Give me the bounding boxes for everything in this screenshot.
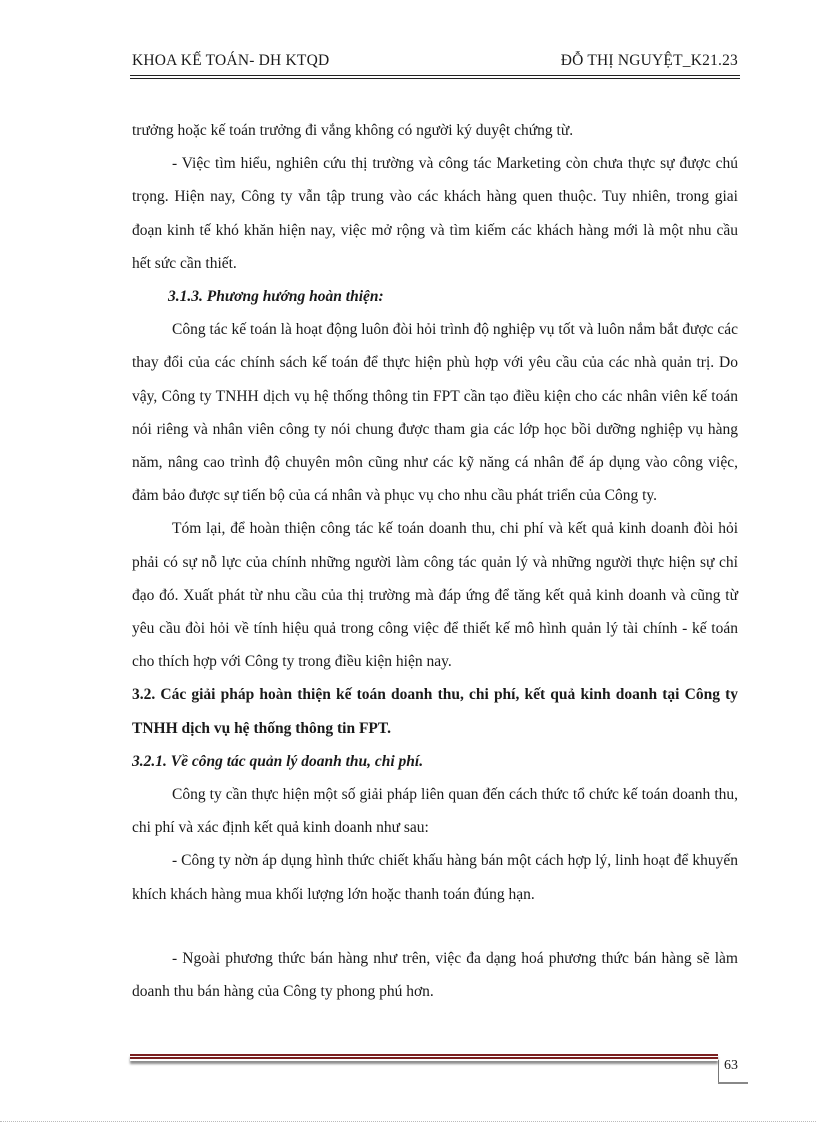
heading-3-1-3: 3.1.3. Phương hướng hoàn thiện: [168,288,384,306]
paragraph-continuation: trưởng hoặc kế toán trưởng đi vắng không có người ký duyệt chứng từ. [132,122,574,139]
footer-shadow [718,1082,748,1084]
document-body [132,114,738,1008]
paragraph-training: Công tác kế toán là hoạt động luôn đòi hỏi trình độ nghiệp vụ tốt và luôn nắm bắt được các thay đổi của các chính sách kế toán để thực hiện phù hợp với yêu cầu của các nhà quản trị. Do vậy, Công ty TNHH dịch vụ hệ thống thông tin FPT cần tạo điều kiện cho các nhân viên kế toán nói riêng và nhân viên công ty nói chung được tham gia các lớp học bồi dưỡng nghiệp vụ hàng năm, nâng cao trình độ chuyên môn cũng như các kỹ năng cá nhân để áp dụng vào công việc, đảm bảo được sự tiến bộ của cá nhân và phục vụ cho nhu cầu phát triển của Công ty. [132,321,738,505]
heading-3-2: 3.2. Các giải pháp hoàn thiện kế toán doanh thu, chi phí, kết quả kinh doanh tại Công ty TNHH dịch vụ hệ thống thông tin FPT. [132,686,738,737]
header-rule [130,75,740,79]
header-author: ĐỖ THỊ NGUYỆT_K21.23 [560,52,738,69]
page-number: 63 [724,1058,738,1073]
footer-divider [718,1060,719,1084]
paragraph-solutions: Công ty cần thực hiện một số giải pháp liên quan đến cách thức tổ chức kế toán doanh thu, chi phí và xác định kết quả kinh doanh như sau: [132,786,738,837]
page-header [132,52,738,74]
paragraph-marketing: - Việc tìm hiểu, nghiên cứu thị trường và công tác Marketing còn chưa thực sự được chú trọng. Hiện nay, Công ty vẫn tập trung vào các khách hàng quen thuộc. Tuy nhiên, trong giai đoạn kinh tế khó khăn hiện nay, việc mở rộng và tìm kiếm các khách hàng mới là một nhu cầu hết sức cần thiết. [132,155,738,272]
paragraph-spacer [132,911,738,942]
paragraph-sales-methods: - Ngoài phương thức bán hàng như trên, việc đa dạng hoá phương thức bán hàng sẽ làm doanh thu bán hàng của Công ty phong phú hơn. [132,949,738,1001]
heading-3-2-1: 3.2.1. Về công tác quản lý doanh thu, chi phí. [132,752,424,770]
header-faculty: KHOA KẾ TOÁN- DH KTQD [132,52,330,69]
page-bottom-border [0,1121,816,1122]
paragraph-discount: - Công ty nờn áp dụng hình thức chiết khấu hàng bán một cách hợp lý, linh hoạt để khuyến khích khách hàng mua khối lượng lớn hoặc thanh toán đúng hạn. [132,852,738,903]
footer-rule [130,1054,718,1061]
paragraph-summary: Tóm lại, để hoàn thiện công tác kế toán doanh thu, chi phí và kết quả kinh doanh đòi hỏi phải có sự nỗ lực của chính những người làm công tác quản lý và những người thực hiện sự chỉ đạo đó. Xuất phát từ nhu cầu của thị trường mà đáp ứng để tăng kết quả kinh doanh và cũng từ yêu cầu đòi hỏi về tính hiệu quả trong công việc để thiết kế mô hình quản lý tài chính - kế toán cho thích hợp với Công ty trong điều kiện hiện nay. [132,520,738,671]
